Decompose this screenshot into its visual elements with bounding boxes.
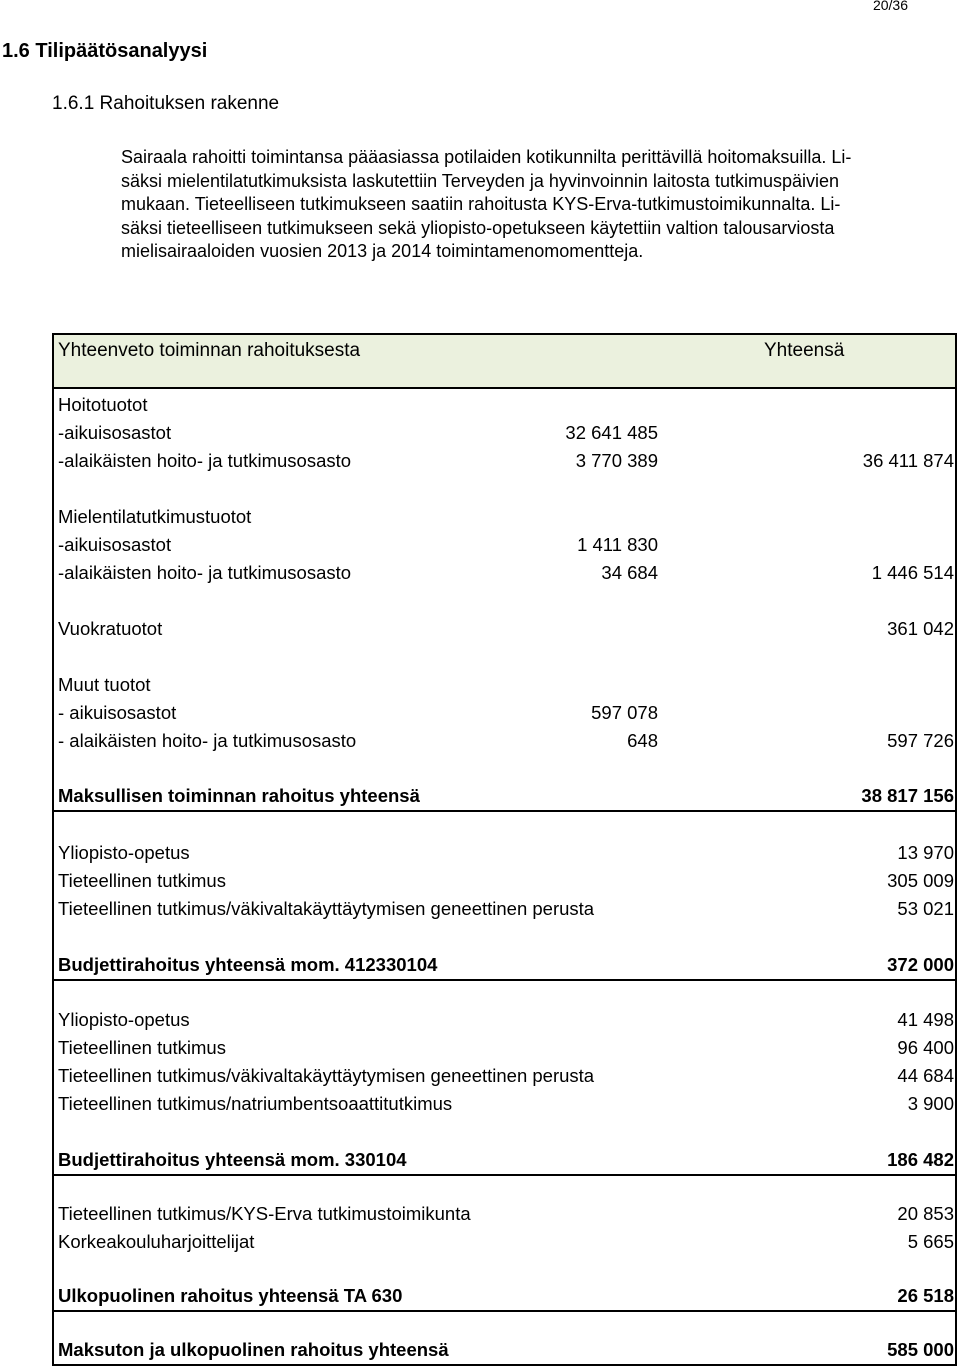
row-label: Tieteellinen tutkimus [58,870,226,891]
row-label: Korkeakouluharjoittelijat [58,1231,255,1252]
subsection-heading: 1.6.1 Rahoituksen rakenne [52,93,280,114]
row-label: Yliopisto-opetus [58,842,190,863]
table-row [54,532,955,558]
table-subtotal-row [54,952,955,978]
row-label: - alaikäisten hoito- ja tutkimusosasto [58,730,357,751]
row-label: Tieteellinen tutkimus/KYS-Erva tutkimustoimikunta [58,1203,471,1224]
table-row [54,1229,955,1255]
table-row [54,1201,955,1227]
table-row [54,616,955,642]
row-amount: 32 641 485 [565,422,658,443]
row-label: Budjettirahoitus yhteensä mom. 412330104 [58,954,438,975]
table-subtotal-row [54,783,955,809]
table-row [54,1035,955,1061]
row-amount: 648 [627,730,658,751]
table-row [54,1007,955,1033]
row-label: Mielentilatutkimustuotot [58,506,252,527]
table-row [54,448,955,474]
table-subtotal-row [54,1283,955,1309]
row-label: -alaikäisten hoito- ja tutkimusosasto [58,562,352,583]
row-label: -alaikäisten hoito- ja tutkimusosasto [58,450,352,471]
paragraph-line: säksi tieteelliseen tutkimukseen sekä yliopisto-opetukseen käytettiin valtion talousarviosta [121,217,835,238]
row-total: 53 021 [897,898,954,919]
row-amount: 597 078 [591,702,658,723]
table-row [54,840,955,866]
table-row [54,728,955,754]
row-label: - aikuisosastot [58,702,177,723]
row-total: 44 684 [897,1065,954,1086]
table-row [54,896,955,922]
table-grand-total-row [54,1337,955,1363]
row-label: Yliopisto-opetus [58,1009,190,1030]
row-label: Tieteellinen tutkimus [58,1037,226,1058]
paragraph-line: mukaan. Tieteelliseen tutkimukseen saatiin rahoitusta KYS-Erva-tutkimustoimikunnalta. Li- [121,194,841,214]
table-row [54,504,955,530]
row-amount: 3 770 389 [575,450,658,471]
row-label: Vuokratuotot [58,618,163,639]
paragraph-line: Sairaala rahoitti toimintansa pääasiassa potilaiden kotikunnilta perittävillä hoitomaksuilla. Li- [121,147,852,167]
row-label: Ulkopuolinen rahoitus yhteensä TA 630 [58,1285,403,1306]
table-row [54,700,955,726]
section-heading: 1.6 Tilipäätösanalyysi [2,40,208,62]
row-total: 1 446 514 [871,562,954,583]
row-label: Tieteellinen tutkimus/väkivaltakäyttäytymisen geneettinen perusta [58,1065,595,1086]
table-subtotal-row [54,1147,955,1173]
divider [54,1174,955,1176]
divider [54,1310,955,1312]
row-label: Muut tuotot [58,674,151,695]
table-row [54,392,955,418]
row-total: 372 000 [887,954,954,975]
row-total: 36 411 874 [862,450,954,471]
row-label: -aikuisosastot [58,422,172,443]
table-row [54,1063,955,1089]
row-amount: 34 684 [601,562,658,583]
table-row [54,1091,955,1117]
row-amount: 1 411 830 [577,534,658,555]
row-total: 3 900 [907,1093,954,1114]
row-label: Hoitotuotot [58,394,148,415]
row-total: 13 970 [897,842,954,863]
row-label: Maksuton ja ulkopuolinen rahoitus yhteensä [58,1339,449,1360]
row-label: Tieteellinen tutkimus/väkivaltakäyttäytymisen geneettinen perusta [58,898,595,919]
paragraph-line: säksi mielentilatutkimuksista laskutettiin Terveyden ja hyvinvoinnin laitosta tutkimuspäivien [121,170,840,191]
row-label: Maksullisen toiminnan rahoitus yhteensä [58,785,420,806]
row-label: Tieteellinen tutkimus/natriumbentsoaattitutkimus [58,1093,453,1114]
table-header [54,333,955,389]
table-row [54,420,955,446]
divider [54,979,955,981]
table-row [54,868,955,894]
table-header-title: Yhteenveto toiminnan rahoituksesta [58,340,361,361]
row-total: 96 400 [897,1037,954,1058]
intro-paragraph [121,146,960,264]
table-row [54,560,955,586]
row-label: -aikuisosastot [58,534,172,555]
row-total: 597 726 [887,730,954,751]
row-total: 41 498 [897,1009,954,1030]
row-total: 20 853 [897,1203,954,1224]
row-total: 186 482 [887,1149,954,1170]
row-total: 5 665 [907,1231,954,1252]
page-number: 20/36 [872,0,908,13]
row-total: 38 817 156 [861,785,954,806]
financing-summary-table [52,333,957,1366]
row-total: 26 518 [897,1285,954,1306]
row-label: Budjettirahoitus yhteensä mom. 330104 [58,1149,407,1170]
row-total: 305 009 [887,870,954,891]
row-total: 585 000 [887,1339,954,1360]
row-total: 361 042 [887,618,954,639]
paragraph-line: mielisairaaloiden vuosien 2013 ja 2014 toimintamenomomentteja. [121,241,644,261]
divider [54,810,955,812]
table-row [54,672,955,698]
table-header-total: Yhteensä [764,340,845,361]
